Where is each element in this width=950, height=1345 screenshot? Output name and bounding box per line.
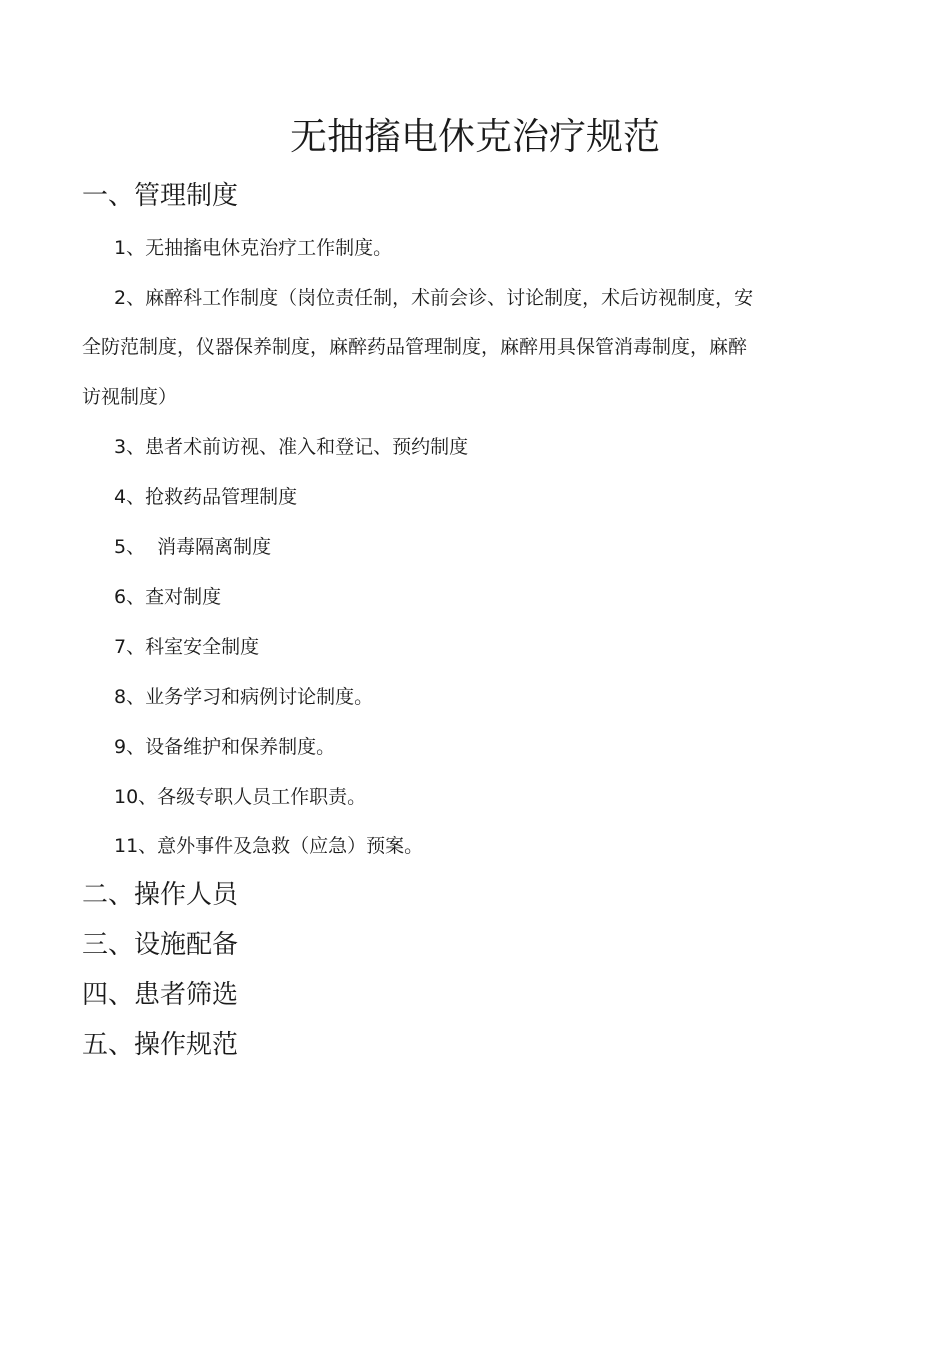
section-heading-patient-screening: 四、患者筛选 [82, 980, 239, 1010]
list-item: 1、无抽搐电休克治疗工作制度。 [114, 237, 393, 259]
list-item: 11、意外事件及急救（应急）预案。 [114, 835, 424, 857]
section-heading-operating-procedures: 五、操作规范 [82, 1030, 239, 1060]
list-item: 2、麻醉科工作制度（岗位责任制，术前会诊、讨论制度，术后访视制度，安 [114, 287, 754, 309]
list-item: 10、各级专职人员工作职责。 [114, 786, 367, 808]
list-item: 9、设备维护和保养制度。 [114, 736, 336, 758]
list-item: 3、患者术前访视、准入和登记、预约制度 [114, 436, 469, 458]
list-item-continuation: 全防范制度，仪器保养制度，麻醉药品管理制度，麻醉用具保管消毒制度，麻醉 [82, 336, 748, 358]
section-heading-operators: 二、操作人员 [82, 880, 239, 910]
list-item: 7、科室安全制度 [114, 636, 260, 658]
list-item-continuation: 访视制度） [82, 386, 178, 408]
list-item: 4、抢救药品管理制度 [114, 486, 298, 508]
list-item: 6、查对制度 [114, 586, 222, 608]
document-title: 无抽搐电休克治疗规范 [290, 115, 660, 158]
section-heading-facilities: 三、设施配备 [82, 930, 239, 960]
list-item: 8、业务学习和病例讨论制度。 [114, 686, 374, 708]
list-item: 5、 消毒隔离制度 [114, 536, 272, 558]
section-heading-management: 一、管理制度 [82, 181, 239, 211]
